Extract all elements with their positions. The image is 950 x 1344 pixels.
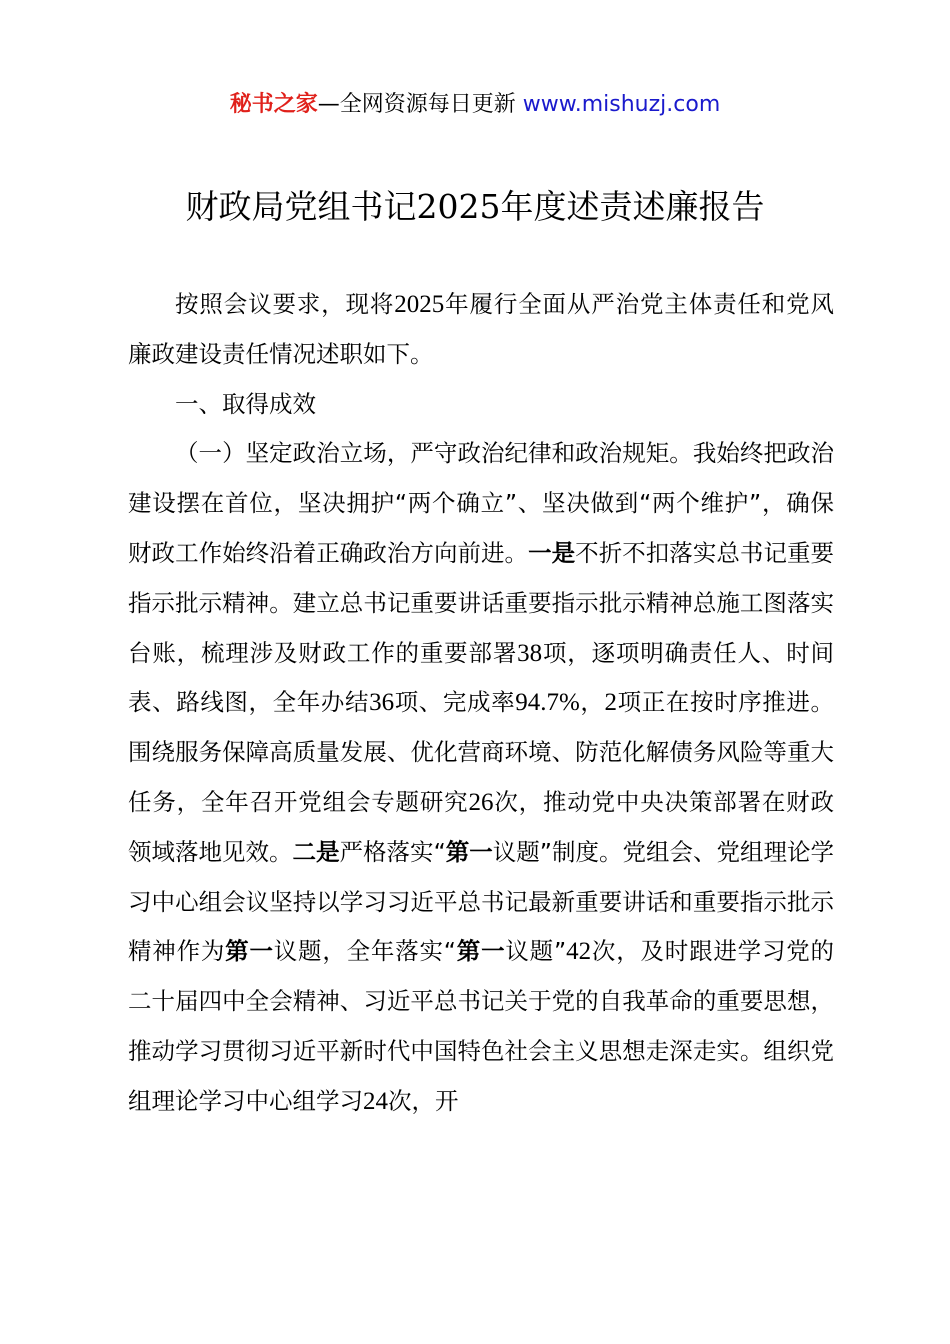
site-header: [0, 88, 950, 122]
section-heading: 一、取得成效: [175, 389, 316, 418]
intro-paragraph: 按照会议要求，现将2025年履行全面从严治党主体责任和党风廉政建设责任情况述职如下。: [128, 290, 835, 368]
site-brand: 秘书之家: [229, 92, 318, 117]
site-url-link[interactable]: www.mishuzj.com: [522, 92, 721, 117]
body-paragraph: （一）坚定政治立场，严守政治纪律和政治规矩。我始终把政治建设摆在首位，坚决拥护“两个确立”、坚决做到“两个维护”，确保财政工作始终沿着正确政治方向前进。一是不折不扣落实总书记重要指示批示精神。建立总书记重要讲话重要指示批示精神总施工图落实台账，梳理涉及财政工作的重要部署38项，逐项明确责任人、时间表、路线图，全年办结36项、完成率94.7%，2项正在按时序推进。围绕服务保障高质量发展、优化营商环境、防范化解债务风险等重大任务，全年召开党组会专题研究26次，推动党中央决策部署在财政领域落地见效。二是严格落实“第一议题”制度。党组会、党组理论学习中心组会议坚持以学习习近平总书记最新重要讲话和重要指示批示精神作为第一议题，全年落实“第一议题”42次，及时跟进学习党的二十届四中全会精神、习近平总书记关于党的自我革命的重要思想，推动学习贯彻习近平新时代中国特色社会主义思想走深走实。组织党组理论学习中心组学习24次，开: [128, 439, 835, 1115]
site-slogan: —全网资源每日更新: [317, 92, 523, 117]
document-title: 财政局党组书记2025年度述责述廉报告: [185, 187, 765, 226]
document-body: [128, 280, 834, 1127]
